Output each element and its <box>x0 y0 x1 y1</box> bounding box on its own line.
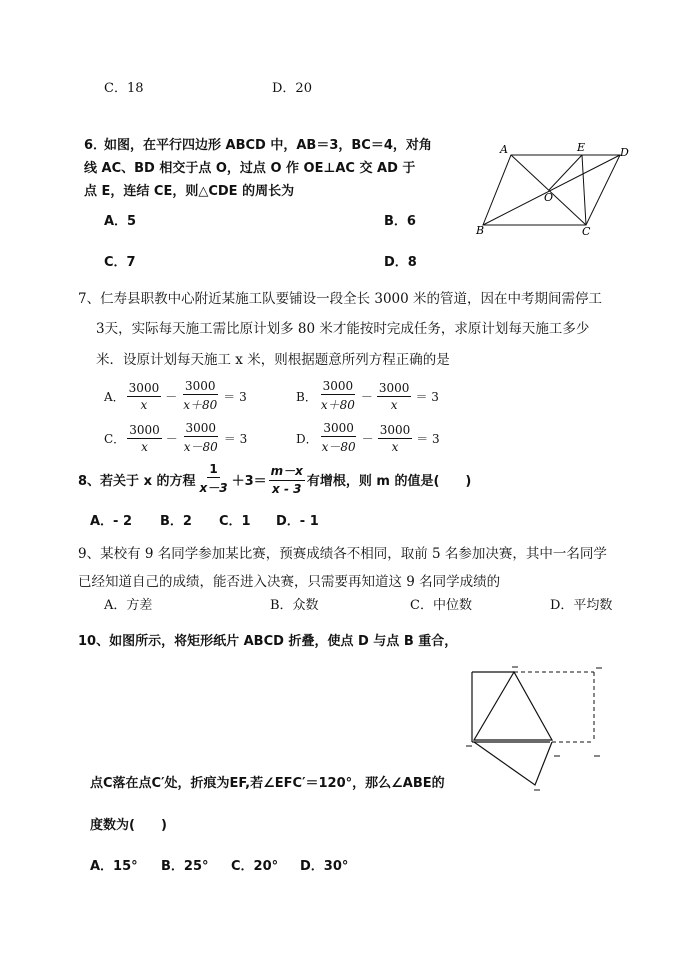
q5-option-d: D．20 <box>272 81 312 96</box>
folded-triangle <box>474 672 552 740</box>
q7-line-3: 米．设原计划每天施工 x 米，则根据题意所列方程正确的是 <box>96 352 450 368</box>
q5-option-c: C．18 <box>104 81 144 96</box>
label-e: E <box>577 142 586 154</box>
diagonal-bd <box>483 155 620 225</box>
folded-rectangle-figure <box>460 660 610 805</box>
q6-option-d: D．8 <box>384 255 417 270</box>
label-b: B <box>476 224 485 237</box>
q7-option-b: B． 3000 x＋80 － 3000 x ＝ 3 <box>296 379 439 412</box>
folded-flap <box>474 742 552 785</box>
q10-option-c: C．20° <box>231 859 279 874</box>
q6-line-1: 如图，在平行四边形 ABCD 中，AB＝3，BC＝4，对角 <box>104 138 432 153</box>
q8-stem: 8、若关于 x 的方程 1 x－3 ＋3＝ m－x x - 3 有增根，则 m 的值是( ) <box>78 462 472 496</box>
q10-option-b: B．25° <box>161 859 209 874</box>
q10-line-1: 10、如图所示，将矩形纸片 ABCD 折叠，使点 D 与点 B 重合， <box>78 634 458 649</box>
label-o: O <box>544 191 554 204</box>
segment-ce <box>582 155 586 225</box>
q6-number: 6． <box>84 138 107 153</box>
q7-option-c: C． 3000 x － 3000 x－80 ＝ 3 <box>104 421 248 454</box>
parallelogram-figure <box>474 142 634 237</box>
q7-line-1: 7、仁寿县职教中心附近某施工队要铺设一段全长 3000 米的管道，因在中考期间需停工 <box>78 291 603 307</box>
q8-option-b: B．2 <box>160 514 192 529</box>
q9-option-d: D．平均数 <box>550 598 613 613</box>
q10-option-a: A．15° <box>90 859 138 874</box>
segment-oe <box>549 155 582 190</box>
q7-line-2: 3天，实际每天施工需比原计划多 80 米才能按时完成任务，求原计划每天施工多少 <box>96 321 590 337</box>
q6-option-a: A．5 <box>104 214 137 229</box>
diagonal-ac <box>511 155 586 225</box>
q6-line-3: 点 E，连结 CE，则△CDE 的周长为 <box>84 184 295 199</box>
q10-option-d: D．30° <box>300 859 349 874</box>
q6-option-b: B．6 <box>384 214 416 229</box>
q10-line-2: 点C落在点C′处，折痕为EF,若∠EFC′＝120°，那么∠ABE的 <box>90 776 445 791</box>
q10-line-3: 度数为( ) <box>90 818 167 833</box>
label-c: C <box>582 225 591 237</box>
q7-option-d: D． 3000 x－80 － 3000 x ＝ 3 <box>296 421 440 454</box>
q8-option-d: D．- 1 <box>276 514 319 529</box>
q9-option-c: C．中位数 <box>410 598 472 613</box>
q7-option-a: A． 3000 x － 3000 x＋80 ＝ 3 <box>104 379 247 412</box>
q9-line-1: 9、某校有 9 名同学参加某比赛，预赛成绩各不相同，取前 5 名参加决赛，其中一名同学 <box>78 546 607 562</box>
q9-option-a: A．方差 <box>104 598 153 613</box>
q8-option-c: C．1 <box>219 514 251 529</box>
q6-option-c: C．7 <box>104 255 136 270</box>
q8-option-a: A．- 2 <box>90 514 133 529</box>
q9-option-b: B．众数 <box>270 598 319 613</box>
label-a: A <box>500 143 508 156</box>
q9-line-2: 已经知道自己的成绩，能否进入决赛，只需要再知道这 9 名同学成绩的 <box>78 574 501 590</box>
label-d: D <box>620 146 629 159</box>
q6-line-2: 线 AC、BD 相交于点 O，过点 O 作 OE⊥AC 交 AD 于 <box>84 161 416 176</box>
